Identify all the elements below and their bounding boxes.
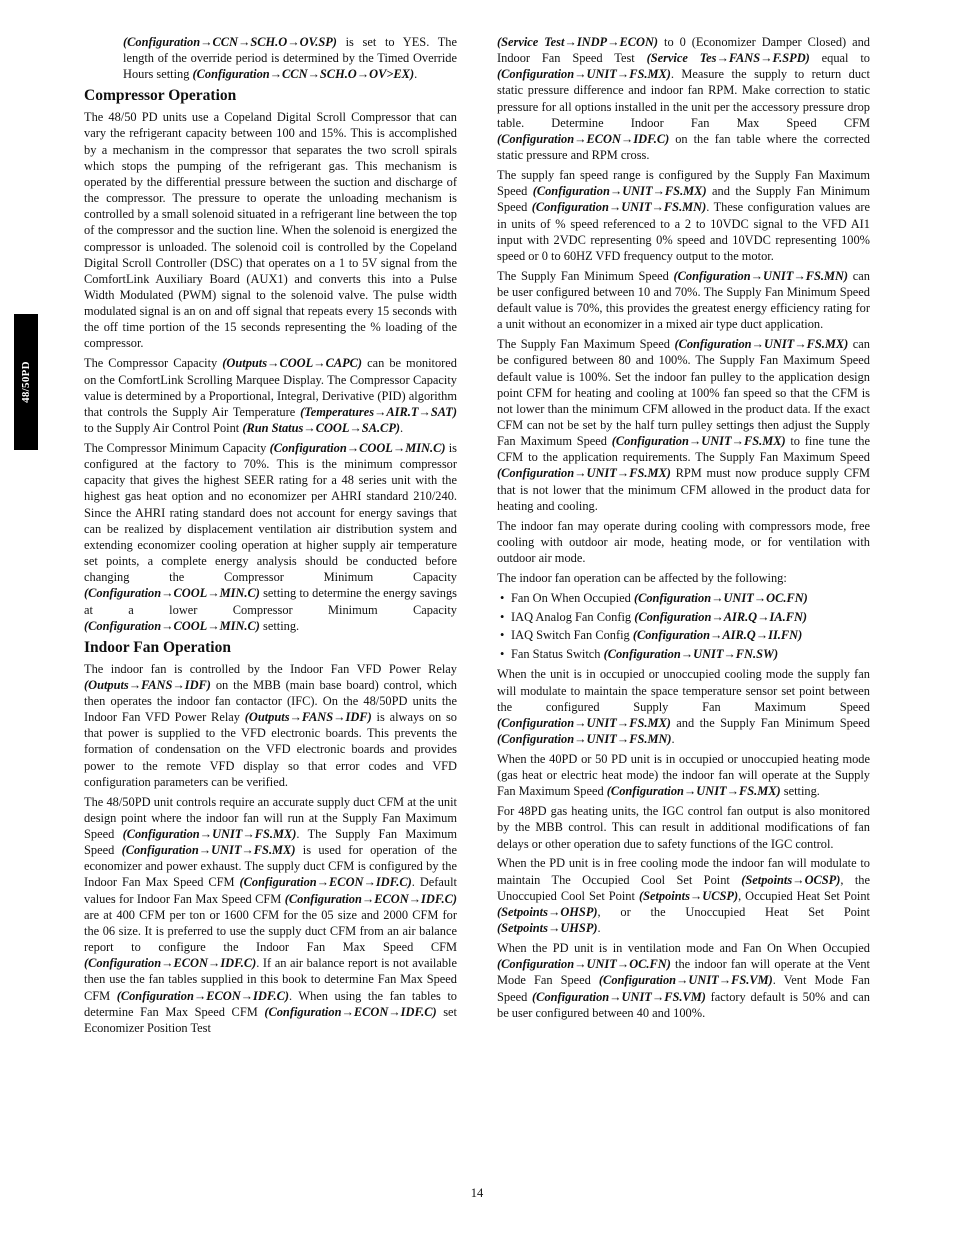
menu-path-reference: (Setpoints→UHSP) [497,921,598,936]
text-run: to fine tune the CFM to the application requirements. The Supply Fan Maximum Speed [497,434,870,465]
text-run: . [671,731,675,746]
menu-path-reference: (Configuration→ECON→IDF.C) [264,1004,437,1019]
text-run: The Supply Fan Maximum Speed [497,337,675,352]
text-run: The 48/50 PD units use a Copeland Digital Scroll Compressor that can vary the refrigerant capacity between 100 and 15%. This is accomplished by a mechanism in the compressor that separates the two scroll spirals which stops the pumping of the refrigerant gas. This mechanism is operated by the differential pressure between the suction and discharge of the compressor. The pressure to operate the unloading mechanism is controlled by a small solenoid situated in a refrigerant line between the top of the compressor and the suction line. When the solenoid is energized the compressor is unloaded. The solenoid coil is controlled by the Copeland Digital Scroll Controller (DSC) that operates on a 1 to 5V signal from the ComfortLink Auxiliary Board (AUX1) and converts this into a Pulse Width Modulated (PWM) signal to the solenoid valve. The pulse width modulated signal is an on and off signal that repeats every 15 seconds with the off time portion of the 15 seconds representing the % loading of the compressor. [84,110,457,351]
menu-path-reference: (Setpoints→OHSP) [497,904,598,919]
menu-path-reference: (Configuration→AIR.Q→IA.FN) [634,609,808,624]
ventilation-mode-paragraph [497,940,870,1021]
menu-path-reference: (Service Test→INDP→ECON) [497,35,659,49]
text-run: IAQ Switch Fan Config [511,628,633,643]
menu-path-reference: (Configuration→UNIT→FS.MX) [606,784,781,799]
igc-paragraph [497,803,870,851]
fan-max-speed-paragraph [497,336,870,514]
compressor-paragraph-3 [84,440,457,634]
text-run: and the Supply Fan Minimum Speed [670,715,870,730]
menu-path-reference: (Configuration→UNIT→FS.MX) [674,337,849,352]
text-run: For 48PD gas heating units, the IGC control fan output is also monitored by the MBB control. This can result in additional modifications of fan delays or other operation due to safety functions of the IGC control. [497,804,870,851]
fan-config-item [497,609,870,625]
text-run: . These configuration values are in units of % speed referenced to a 2 to 10VDC signal to the VFD AI1 input with 2VDC representing 0% speed and 10VDC representing 100% speed or 0 to 60HZ VFD frequency output to the motor. [497,200,870,263]
text-run: . [400,421,404,436]
indoor-fan-operation-heading: Indoor Fan Operation [84,638,231,656]
text-run: can be user configured between 10 and 70%. The Supply Fan Minimum Speed default value is 70%, this provides the greatest energy efficiency rating for a unit without an economizer in a mixed air type duct application. [497,268,870,332]
text-run: When the unit is in occupied or unoccupied cooling mode the supply fan will modulate to maintain the space temperature sensor set point between the configured Supply Fan Maximum Speed [497,667,870,714]
left-column [84,34,457,1040]
menu-path-reference: (Temperatures→AIR.T→SAT) [300,404,457,419]
menu-path-reference: (Configuration→UNIT→OC.FN) [633,590,808,605]
fan-config-item [497,646,870,662]
menu-path-reference: (Configuration→UNIT→FS.MN) [497,731,672,746]
text-run: , or the Unoccupied Heat Set Point [597,904,870,919]
menu-path-reference: (Outputs→FANS→IDF) [84,677,211,692]
fan-modes-paragraph [497,518,870,566]
text-run: setting. [780,784,820,799]
menu-path-reference: (Configuration→ECON→IDF.C) [239,875,412,890]
cooling-mode-paragraph [497,666,870,747]
menu-path-reference: (Configuration→UNIT→FS.MN) [531,200,707,215]
text-run: Fan On When Occupied [511,590,634,605]
text-run: setting. [259,618,300,633]
menu-path-reference: (Configuration→UNIT→FS.MX) [121,843,296,858]
fan-config-item [497,590,870,606]
text-run: can be configured between 80 and 100%. The Supply Fan Maximum Speed default value is 100%. Set the indoor fan pulley to the application design point CFM for heating and cooling at 100% fan speed so that the CFM is not lower than the minimum CFM allowed in the product data. If the exact CFM can not be set by the half turn pulley settings then adjust the Supply Fan Maximum Speed [497,337,871,449]
text-run: When the 40PD or 50 PD unit is in occupied or unoccupied heating mode (gas heat or electric heat mode) the indoor fan will operate at the Supply Fan Maximum Speed [497,751,870,799]
text-run: on the MBB (main base board) control, which then operates the indoor fan contactor (IFC). On the 48/50PD units the Indoor Fan VFD Power Relay [84,677,457,725]
text-run: . Default values for Indoor Fan Max Speed CFM [84,875,457,906]
text-run: . Measure the supply to return duct static pressure difference and indoor fan RPM. Make correction to static pressure for all options installed in the unit per the accessory pressure drop table. Determine Indoor Fan Max Speed CFM [497,67,870,130]
menu-path-reference: (Outputs→FANS→IDF) [244,710,372,725]
fan-affected-intro [497,570,870,586]
text-run: , Occupied Heat Set Point [738,888,871,903]
text-run: The indoor fan is controlled by the Indoor Fan VFD Power Relay [84,661,457,676]
text-run: and the Supply Fan Minimum Speed [497,184,870,215]
menu-path-reference: (Configuration→UNIT→FS.MX) [497,67,671,82]
text-run: to 0 (Economizer Damper Closed) and Indoor Fan Speed Test [497,35,870,66]
menu-path-reference: (Configuration→AIR.Q→II.FN) [632,628,803,643]
text-run: setting to determine the energy savings at a lower Compressor Minimum Capacity [84,586,457,617]
menu-path-reference: (Configuration→COOL→MIN.C) [84,618,260,633]
text-run: are at 400 CFM per ton or 1600 CFM for the 05 size and 2000 CFM for the 06 size. It is preferred to use the supply duct CFM from an air balance report to configure the Indoor Fan Max Speed CFM [84,907,457,955]
text-run: The Compressor Capacity [84,356,223,371]
text-run: factory default is 50% and can be user configured between 40 and 100%. [497,989,870,1020]
text-run: is always on so that power is supplied to the VFD electronic boards. This prevents the formation of condensation on the VFD electronic boards and provides power to the remote VFD display so that error codes and VFD configuration parameters can be verified. [84,710,457,789]
text-run: . If an air balance report is not available then use the fan tables supplied in this book to determine Fan Max Speed CFM [84,956,457,1003]
text-run: The indoor fan may operate during cooling with compressors mode, free cooling with outdoor air mode, heating mode, or for ventilation with outdoor air mode. [497,518,870,566]
menu-path-reference: (Configuration→UNIT→FS.MX) [532,184,707,199]
menu-path-reference: (Configuration→UNIT→FS.MX) [497,715,671,730]
menu-path-reference: (Configuration→ECON→IDF.C) [84,956,257,971]
text-run: . Vent Mode Fan Speed [497,973,870,1004]
side-tab-label: 48/50PD [20,361,32,403]
side-tab [14,314,38,450]
menu-path-reference: (Configuration→UNIT→FS.MX) [497,466,671,481]
compressor-paragraph-2 [84,355,457,436]
menu-path-reference: (Configuration→CCN→SCH.O→OV.SP) [123,35,337,49]
fan-config-list [497,590,870,662]
text-run: The Supply Fan Minimum Speed [497,268,674,283]
fan-speed-range-paragraph [497,167,870,264]
text-run: When the PD unit is in free cooling mode the indoor fan will modulate to maintain The Occupied Cool Set Point [497,856,870,887]
compressor-operation-heading: Compressor Operation [84,87,237,105]
page-number: 14 [470,1186,484,1200]
text-run: . The Supply Fan Maximum Speed [84,827,457,858]
menu-path-reference: (Configuration→ECON→IDF.C) [497,131,670,146]
text-run: The Compressor Minimum Capacity [84,440,270,455]
menu-path-reference: (Configuration→UNIT→FS.VM) [598,973,773,988]
text-run: equal to [809,51,870,66]
menu-path-reference: (Setpoints→UCSP) [638,888,739,903]
text-run: can be monitored on the ComfortLink Scrolling Marquee Display. The Compressor Capacity value is determined by a Proportional, Integral, Derivative (PID) algorithm that controls the Supply Air Temperature [84,356,457,419]
text-run: . When using the fan tables to determine Fan Max Speed CFM [84,988,457,1019]
text-run: RPM must now produce supply CFM that is not lower that the minimum CFM allowed in the product data for heating and cooling. [497,466,870,513]
text-run: the indoor fan will operate at the Vent Mode Fan Speed [497,957,870,988]
menu-path-reference: (Configuration→ECON→IDF.C) [284,891,457,906]
text-run: is set to YES. The length of the override period is determined by the Timed Override Hours setting [123,35,457,82]
fan-speed-test-paragraph [497,34,870,163]
indoor-fan-paragraph-1 [84,661,457,790]
menu-path-reference: (Service Tes→FANS→F.SPD) [646,51,810,66]
menu-path-reference: (Configuration→UNIT→FS.MX) [122,827,297,842]
menu-path-reference: (Outputs→COOL→CAPC) [222,356,363,371]
text-run: The 48/50PD unit controls require an accurate supply duct CFM at the unit design point where the indoor fan will run at the Supply Fan Maximum Speed [84,794,457,842]
text-run: , the Unoccupied Cool Set Point [497,872,870,903]
menu-path-reference: (Configuration→UNIT→FS.MN) [673,268,849,283]
text-run: . [597,921,601,936]
text-run: on the fan table where the corrected static pressure and RPM cross. [497,131,870,163]
text-run: to the Supply Air Control Point [84,421,243,436]
text-run: is used for operation of the economizer and power exhaust. The supply duct CFM is configured by the Indoor Fan Max Speed CFM [84,843,457,890]
menu-path-reference: (Setpoints→OCSP) [741,872,841,887]
menu-path-reference: (Configuration→CCN→SCH.O→OV>EX) [192,67,415,82]
text-run: The supply fan speed range is configured by the Supply Fan Maximum Speed [497,168,870,199]
fan-min-speed-paragraph [497,268,870,333]
fan-config-item [497,627,870,643]
heating-mode-paragraph [497,751,870,799]
menu-path-reference: (Configuration→COOL→MIN.C) [269,440,446,455]
text-run: set Economizer Position Test [84,1004,457,1035]
text-run: The indoor fan operation can be affected by the following: [497,570,787,585]
menu-path-reference: (Configuration→UNIT→FS.MX) [611,434,786,449]
menu-path-reference: (Configuration→COOL→MIN.C) [84,586,260,601]
menu-path-reference: (Configuration→UNIT→FS.VM) [532,989,706,1004]
right-column [497,34,870,1025]
free-cooling-paragraph [497,855,870,936]
menu-path-reference: (Configuration→UNIT→OC.FN) [497,957,671,972]
text-run: . [414,67,418,82]
menu-path-reference: (Run Status→COOL→SA.CP) [242,421,401,436]
compressor-paragraph-1 [84,109,457,351]
indoor-fan-paragraph-2 [84,794,457,1036]
text-run: When the PD unit is in ventilation mode and Fan On When Occupied [497,941,870,956]
text-run: IAQ Analog Fan Config [511,609,635,624]
menu-path-reference: (Configuration→ECON→IDF.C) [116,988,289,1003]
menu-path-reference: (Configuration→UNIT→FN.SW) [603,647,779,662]
text-run: is configured at the factory to 70%. This is the minimum compressor capacity that gives the highest SEER rating for a 48 series unit with the highest gas heat option and no economizer per AHRI standard 210/240. Since the AHRI rating standard does not account for energy savings that can be realized by displacement ventilation air distribution system and extending economizer cooling operation at higher supply air temperature set points, a complete energy analysis should be conducted before changing the Compressor Minimum Capacity [84,440,457,585]
text-run: Fan Status Switch [511,647,604,662]
override-paragraph [123,34,457,82]
